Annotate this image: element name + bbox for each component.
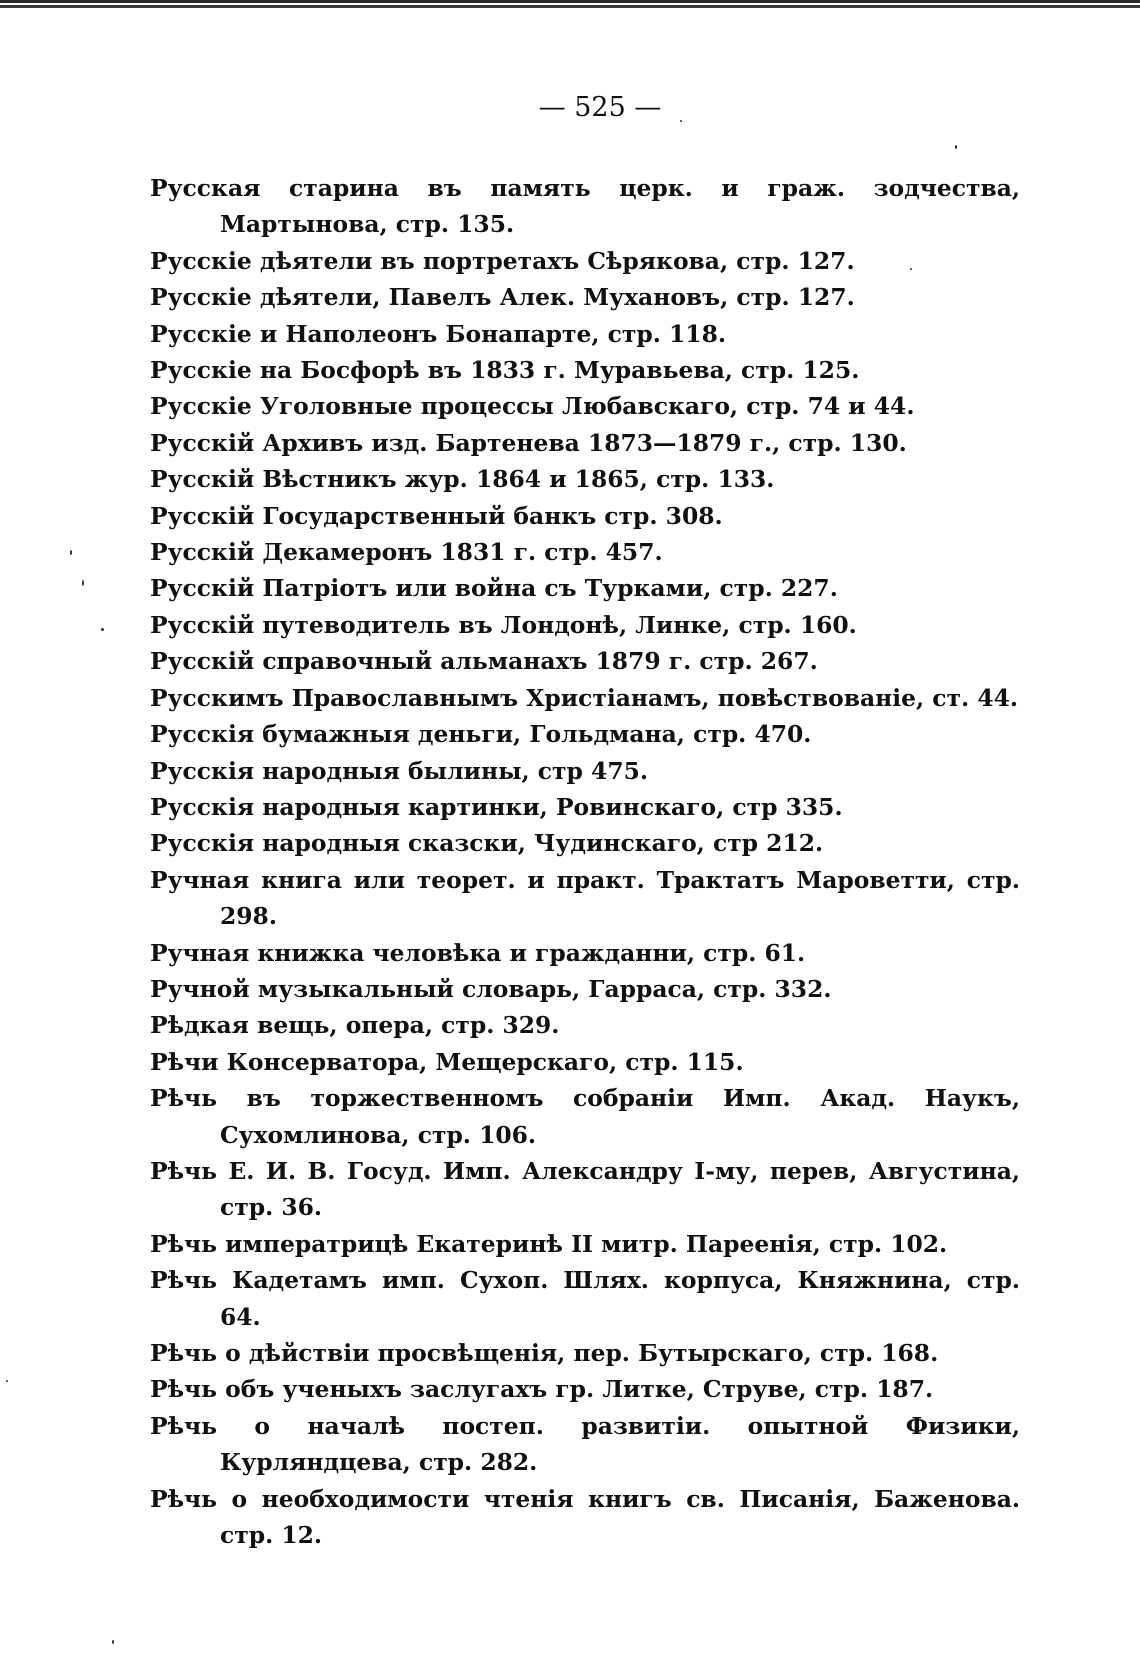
index-entry: Русскимъ Православнымъ Христіанамъ, повѣствованіе, ст. 44. <box>150 683 1019 712</box>
index-entry: Рѣчь о началѣ постеп. развитіи. опытной Физики, Курляндцева, стр. 282. <box>150 1411 1020 1477</box>
index-entry: Рѣчь въ торжественномъ собраніи Имп. Акад. Наукъ, Сухомлинова, стр. 106. <box>150 1084 1020 1149</box>
index-entry: Ручной музыкальный словарь, Гарраса, стр. 332. <box>150 974 832 1003</box>
index-entry: Русскій путеводитель въ Лондонѣ, Линке, стр. 160. <box>150 610 857 639</box>
index-entry: Русскій Государственный банкъ стр. 308. <box>150 501 723 530</box>
scan-speck <box>101 628 104 631</box>
index-entry: Ручная книжка человѣка и гражданни, стр. 61. <box>150 938 806 967</box>
scan-speck <box>955 145 957 149</box>
index-entry: Русскій Вѣстникъ жур. 1864 и 1865, стр. 133. <box>150 465 775 494</box>
top-border-rule <box>0 0 1140 8</box>
scan-speck <box>6 1380 8 1382</box>
scan-speck <box>910 268 912 270</box>
index-entry: Русскіе и Наполеонъ Бонапарте, стр. 118. <box>150 319 727 348</box>
index-entry: Рѣчь объ ученыхъ заслугахъ гр. Литке, Струве, стр. 187. <box>150 1375 934 1404</box>
index-entry: Русскія народныя сказски, Чудинскаго, стр 212. <box>150 829 824 858</box>
index-entry: Русскій справочный альманахъ 1879 г. стр. 267. <box>150 647 818 676</box>
index-entry: Русскія бумажныя деньги, Гольдмана, стр. 470. <box>150 720 812 749</box>
page-number: — 525 — <box>538 92 662 123</box>
index-entry: Рѣдкая вещь, опера, стр. 329. <box>150 1011 560 1040</box>
index-entry: Русская старина въ память церк. и граж. зодчества, Мартынова, стр. 135. <box>150 174 1020 239</box>
index-entry: Русскіе дѣятели въ портретахъ Сѣрякова, стр. 127. <box>150 246 855 275</box>
scan-speck <box>112 1640 114 1644</box>
index-entry: Русскіе дѣятели, Павелъ Алек. Мухановъ, стр. 127. <box>150 283 855 312</box>
index-entry: Русскіе на Босфорѣ въ 1833 г. Муравьева, стр. 125. <box>150 356 860 385</box>
scan-speck <box>82 580 84 586</box>
index-entry: Рѣчь о необходимости чтенія книгъ св. Писанія, Баженова. стр. 12. <box>150 1484 1020 1550</box>
index-entry: Русскій Патріотъ или война съ Турками, стр. 227. <box>150 574 838 603</box>
index-entry: Русскій Декамеронъ 1831 г. стр. 457. <box>150 538 663 567</box>
index-entry: Рѣчь императрицѣ Екатеринѣ II митр. Пареенія, стр. 102. <box>150 1229 948 1258</box>
index-entry: Русскіе Уголовные процессы Любавскаго, стр. 74 и 44. <box>150 392 915 421</box>
index-entry-list <box>150 170 1020 1553</box>
scan-speck <box>70 550 72 555</box>
index-entry: Русскій Архивъ изд. Бартенева 1873—1879 г., стр. 130. <box>150 428 907 457</box>
index-entry: Рѣчи Консерватора, Мещерскаго, стр. 115. <box>150 1047 744 1076</box>
index-entry: Русскія народныя картинки, Ровинскаго, стр 335. <box>150 792 843 821</box>
index-entry: Ручная книга или теорет. и практ. Трактатъ Мароветти, стр. 298. <box>150 865 1020 931</box>
scan-speck <box>680 120 682 122</box>
index-entry: Русскія народныя былины, стр 475. <box>150 756 649 785</box>
index-entry: Рѣчь Е. И. В. Госуд. Имп. Александру I-му, перев, Августина, стр. 36. <box>150 1156 1020 1222</box>
index-entry: Рѣчь о дѣйствіи просвѣщенія, пер. Бутырскаго, стр. 168. <box>150 1339 939 1367</box>
index-entry: Рѣчь Кадетамъ имп. Сухоп. Шлях. корпуса, Княжнина, стр. 64. <box>150 1266 1020 1331</box>
